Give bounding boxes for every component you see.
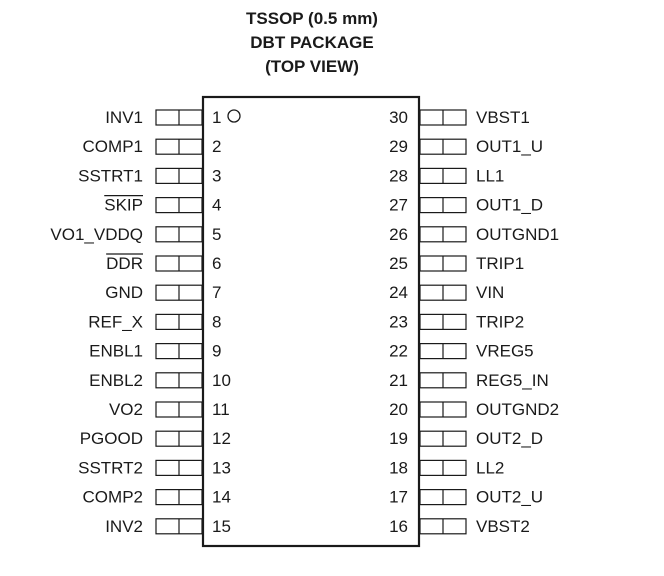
pin-20 — [389, 400, 559, 419]
title-package-type: TSSOP (0.5 mm) — [246, 9, 378, 28]
pin-number: 22 — [389, 341, 408, 361]
pin-name: LL2 — [476, 458, 505, 478]
pin-13 — [78, 458, 231, 477]
pin-28 — [389, 166, 504, 185]
pin1-marker — [228, 110, 240, 122]
pin-number: 26 — [389, 224, 408, 244]
pin-number: 6 — [212, 254, 222, 273]
pin-name: SSTRT1 — [78, 166, 143, 186]
pin-number: 23 — [389, 312, 408, 332]
right-pin-column — [389, 108, 559, 536]
pin-number: 8 — [212, 312, 222, 332]
pin-number: 24 — [389, 283, 408, 303]
pin-14 — [83, 488, 231, 507]
pin-name: REG5_IN — [476, 370, 549, 390]
pin-name: OUT2_U — [476, 487, 544, 507]
pin-number: 12 — [212, 429, 231, 449]
pin-number: 7 — [212, 283, 222, 303]
pin-name: INV2 — [105, 516, 143, 536]
pin-number: 9 — [212, 341, 222, 361]
pin-name: OUT1_U — [476, 137, 544, 157]
pin-23 — [389, 312, 524, 331]
pin-number: 13 — [212, 458, 231, 478]
pin-5 — [50, 225, 221, 244]
pin-18 — [389, 458, 504, 477]
pin-name: ENBL2 — [89, 370, 143, 390]
pin-number: 3 — [212, 166, 222, 186]
pin-16 — [389, 517, 530, 536]
pin-number: 16 — [389, 516, 408, 536]
pin-name: VIN — [476, 283, 505, 303]
pin-name: OUTGND2 — [476, 400, 560, 419]
pin-number: 17 — [389, 487, 408, 507]
pin-number: 1 — [212, 108, 222, 127]
pin-name: VO1_VDDQ — [50, 224, 143, 244]
pin-9 — [89, 342, 221, 361]
pin-name: OUT2_D — [476, 429, 544, 449]
pin-11 — [109, 400, 230, 419]
pin-25 — [389, 254, 524, 273]
pin-26 — [389, 225, 559, 244]
pin-12 — [80, 429, 231, 448]
pin-number: 25 — [389, 254, 408, 273]
pin-name: OUTGND1 — [476, 224, 560, 244]
pin-27 — [389, 196, 543, 215]
pin-number: 15 — [212, 516, 231, 536]
pin-number: 18 — [389, 458, 408, 478]
pin-number: 14 — [212, 487, 231, 507]
pin-3 — [78, 166, 221, 185]
pin-30 — [389, 108, 530, 127]
pin-name: VREG5 — [476, 341, 534, 361]
pin-name: PGOOD — [79, 429, 143, 449]
pin-number: 20 — [389, 400, 408, 419]
pin-name: GND — [105, 283, 143, 303]
pin-name: COMP1 — [82, 137, 143, 157]
pin-number: 11 — [212, 400, 230, 419]
pin-19 — [389, 429, 543, 448]
pin-10 — [89, 371, 231, 390]
pin-number: 4 — [212, 195, 222, 215]
pin-15 — [105, 517, 231, 536]
pin-number: 10 — [212, 370, 231, 390]
pin-number: 29 — [389, 137, 408, 157]
pin-name: COMP2 — [82, 487, 143, 507]
pin-21 — [389, 371, 549, 390]
pin-name: INV1 — [105, 108, 143, 127]
pin-name: SKIP — [104, 195, 143, 215]
pin-number: 19 — [389, 429, 408, 449]
chip-body — [203, 97, 419, 546]
pin-number: 30 — [389, 108, 408, 127]
pin-name: REF_X — [88, 312, 143, 332]
pin-6 — [106, 254, 221, 273]
pin-name: LL1 — [476, 166, 505, 186]
title-package-name: DBT PACKAGE — [250, 33, 374, 52]
pin-24 — [389, 283, 504, 302]
pin-number: 5 — [212, 224, 222, 244]
pin-number: 21 — [389, 370, 408, 390]
pin-number: 28 — [389, 166, 408, 186]
pin-name: TRIP2 — [476, 312, 525, 332]
pin-name: DDR — [106, 254, 143, 273]
pin-name: OUT1_D — [476, 195, 544, 215]
pin-name: VBST2 — [476, 516, 530, 536]
pin-name: SSTRT2 — [78, 458, 143, 478]
pin-2 — [83, 137, 222, 156]
pin-name: ENBL1 — [89, 341, 143, 361]
pin-name: VBST1 — [476, 108, 530, 127]
title-view: (TOP VIEW) — [265, 57, 359, 76]
pin-17 — [389, 488, 543, 507]
pin-number: 27 — [389, 195, 408, 215]
pin-8 — [88, 312, 221, 331]
pin-22 — [389, 342, 534, 361]
pin-29 — [389, 137, 543, 156]
pin-name: VO2 — [108, 400, 143, 419]
pin-name: TRIP1 — [476, 254, 525, 273]
pin-number: 2 — [212, 137, 222, 157]
